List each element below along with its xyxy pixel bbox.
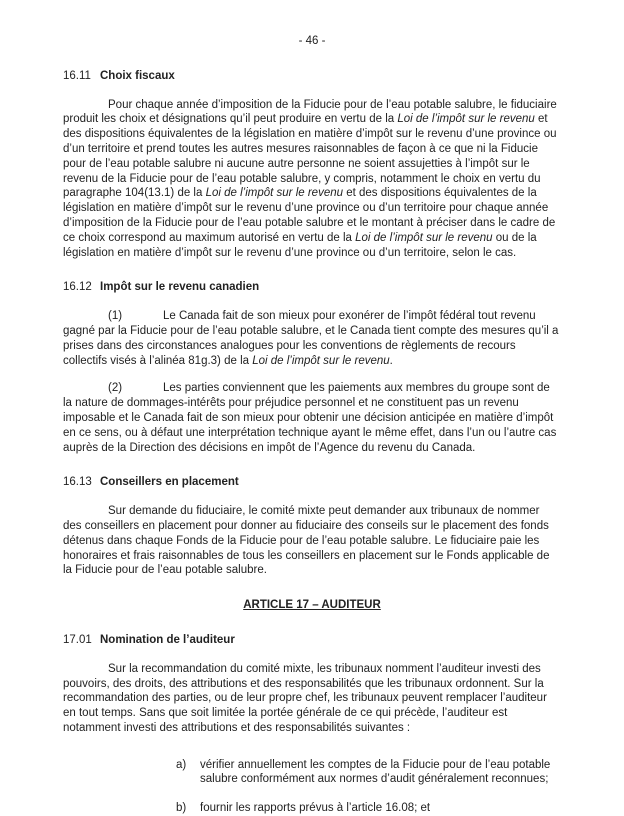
- paragraph-17-01-body: Sur la recommandation du comité mixte, les tribunaux nomment l’auditeur investi des pouvoirs, des droits, des attributions et des responsabilités que les tribunaux ordonnent. Sur la recommandation des parties, ou de leur propre chef, les tribunaux peuvent remplacer l’auditeur en tout temps. Sans que soit limitée la portée générale de ce qui précède, l’auditeur est notamment investi des attributions et des responsabilités suivantes :: [63, 662, 547, 734]
- paragraph-16-12-2: [63, 381, 561, 455]
- section-heading-16-12: [63, 280, 561, 295]
- paragraph-16-11-body: Pour chaque année d’imposition de la Fiducie pour de l’eau potable salubre, le fiduciaire produit les choix et désignations qu’il peut produire en vertu de la Loi de l’impôt sur le revenu et des dispositions équivalentes de la législation en matière d’impôt sur le revenu d’une province ou d’un territoire et prend toutes les autres mesures raisonnables de façon à ce que ni la Fiducie pour de l’eau potable salubre ni aucune autre personne ne soient assujetties à l’impôt sur le revenu de la Fiducie pour de l’eau potable salubre, y compris, notamment le choix en vertu du paragraphe 104(13.1) de la Loi de l’impôt sur le revenu et des dispositions équivalentes de la législation en matière d’impôt sur le revenu d’une province ou d’un territoire pour chaque année d’imposition de la Fiducie pour de l’eau potable salubre et le montant à préciser dans le cadre de ce choix correspond au maximum autorisé en vertu de la Loi de l’impôt sur le revenu ou de la législation en matière d’impôt sur le revenu d’une province ou d’un territoire, selon le cas.: [63, 98, 557, 259]
- list-item-text: vérifier annuellement les comptes de la Fiducie pour de l’eau potable salubre conformément aux normes d’audit généralement reconnues;: [200, 758, 551, 786]
- list-item-marker: a): [176, 758, 187, 771]
- list-item-b: [176, 801, 561, 816]
- section-number: 17.01: [63, 633, 92, 646]
- list-item-a: [176, 758, 561, 788]
- section-title: Impôt sur le revenu canadien: [100, 281, 260, 294]
- section-title: Conseillers en placement: [100, 476, 239, 489]
- section-heading-16-11: [63, 69, 561, 84]
- paragraph-text: Le Canada fait de son mieux pour exonérer de l’impôt fédéral tout revenu gagné par la Fiducie pour de l’eau potable salubre, et le Canada tient compte des mesures qu’il a prises dans des circonstances analogues pour les conventions de règlements de recours collectifs visés à l’alinéa 81g.3) de la Loi de l’impôt sur le revenu.: [63, 310, 559, 367]
- list-item-text: fournir les rapports prévus à l’article 16.08; et: [200, 802, 431, 815]
- section-title: Nomination de l’auditeur: [100, 633, 235, 646]
- paragraph-marker: (2): [108, 382, 123, 395]
- section-number: 16.11: [63, 69, 91, 82]
- section-heading-16-13: [63, 475, 561, 490]
- auditor-duties-list: [176, 758, 561, 816]
- section-number: 16.13: [63, 476, 92, 489]
- list-item-marker: b): [176, 802, 187, 815]
- paragraph-text: Les parties conviennent que les paiements aux membres du groupe sont de la nature de dommages-intérêts pour préjudice personnel et ne constituent pas un revenu imposable et le Canada fait de son mieux pour obtenir une décision anticipée en matière d’impôt en ce sens, ou à défaut une interprétation technique ayant le même effet, dans l’un ou l’autre cas auprès de la Direction des décisions en impôt de l’Agence du revenu du Canada.: [63, 382, 557, 454]
- section-title: Choix fiscaux: [100, 69, 175, 82]
- paragraph-16-12-1: [63, 309, 561, 368]
- page-number: - 46 -: [298, 35, 326, 47]
- section-heading-17-01: [63, 633, 561, 648]
- section-number: 16.12: [63, 281, 92, 294]
- paragraph-16-13-body: Sur demande du fiduciaire, le comité mixte peut demander aux tribunaux de nommer des conseillers en placement pour donner au fiduciaire des conseils sur le placement des fonds détenus dans chaque Fonds de la Fiducie pour de l’eau potable salubre. Le fiduciaire paie les honoraires et frais raisonnables de tous les conseillers en placement sur le Fonds applicable de la Fiducie pour de l’eau potable salubre.: [63, 505, 550, 577]
- article-17-heading: ARTICLE 17 – AUDITEUR: [243, 599, 381, 612]
- paragraph-marker: (1): [108, 310, 123, 323]
